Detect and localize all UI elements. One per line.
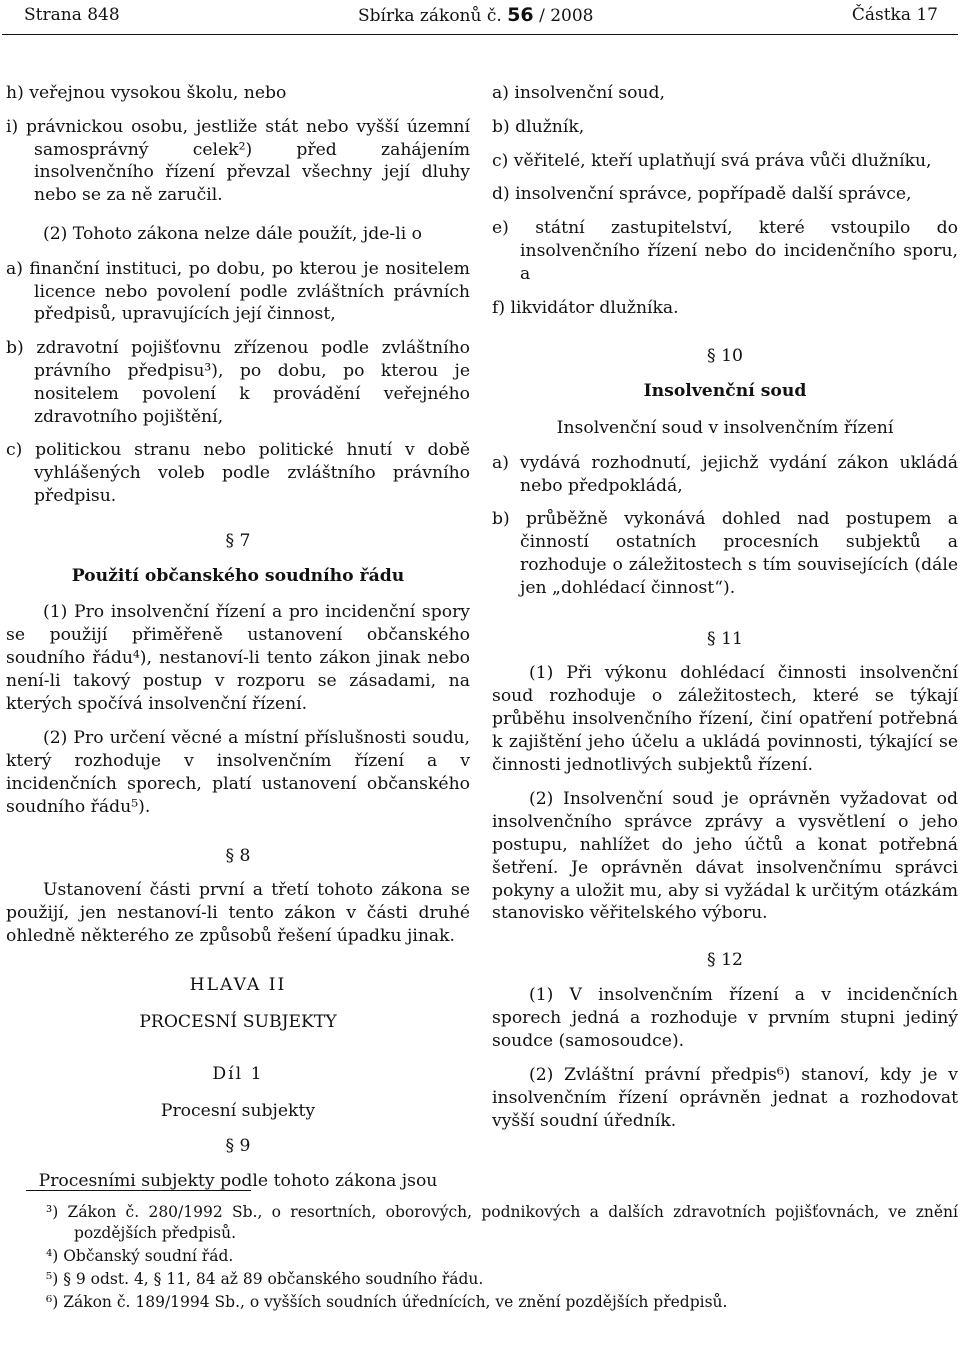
law-number: 56 (507, 4, 534, 26)
footnotes (46, 1202, 958, 1315)
section-number: § 8 (225, 845, 251, 866)
footnote: ⁵) § 9 odst. 4, § 11, 84 až 89 občanského soudního řádu. (46, 1270, 484, 1288)
right-column (492, 82, 958, 1145)
list-item: b) průběžně vykonává dohled nad postupem a činností ostatních procesních subjektů a rozhoduje o záležitostech s tím souvisejících (dále jen „dohlédací činnost“). (492, 509, 958, 598)
list-item: a) vydává rozhodnutí, jejichž vydání zákon ukládá nebo předpokládá, (492, 452, 958, 496)
section-number: § 12 (707, 950, 743, 971)
collection-title (358, 4, 593, 28)
paragraph: (2) Zvláštní právní předpis⁶) stanoví, kdy je v insolvenčním řízení oprávněn jednat a rozhodovat vyšší soudní úředník. (492, 1065, 958, 1131)
paragraph: Ustanovení části první a třetí tohoto zákona se použijí, jen nestanoví-li tento zákon v části druhé ohledně některého ze způsobů řešení úpadku jinak. (6, 880, 470, 946)
section-number: § 11 (707, 628, 743, 649)
section-title: Použití občanského soudního řádu (71, 565, 405, 586)
page-header (0, 4, 960, 30)
list-item: h) veřejnou vysokou školu, nebo (6, 83, 287, 103)
list-item: a) finanční instituci, po dobu, po kterou je nositelem licence nebo povolení podle zvláštních právních předpisů, upravujících její činnost, (6, 258, 470, 325)
list-item: d) insolvenční správce, popřípadě další správce, (492, 184, 912, 205)
collection-series: Sbírka zákonů č. (358, 6, 502, 26)
paragraph: Procesními subjekty podle tohoto zákona jsou (38, 1170, 438, 1191)
list-item: c) věřitelé, kteří uplatňují svá práva vůči dlužníku, (492, 150, 932, 171)
section-title: Insolvenční soud (643, 381, 807, 402)
paragraph: (2) Insolvenční soud je oprávněn vyžadovat od insolvenčního správce zprávy a vysvětlení o jeho postupu, nahlížet do jeho účtů a konat potřebná šetření. Je oprávněn dávat insolvenčnímu správci pokyny a uložit mu, aby si vyžádal k určitým otázkám stanovisko věřitelského výboru. (492, 789, 958, 924)
part-title: Procesní subjekty (160, 1101, 316, 1122)
chapter-title: PROCESNÍ SUBJEKTY (139, 1011, 337, 1032)
section-number: § 7 (225, 530, 251, 551)
part-heading: Díl 1 (212, 1064, 264, 1085)
header-rule (2, 34, 958, 35)
list-item: i) právnickou osobu, jestliže stát nebo vyšší územní samosprávný celek²) před zahájením insolvenčního řízení převzal všechny její dluhy nebo se za ně zaručil. (6, 116, 470, 206)
paragraph: (1) V insolvenčním řízení a v incidenčních sporech jedná a rozhoduje v prvním stupni jediný soudce (samosoudce). (492, 984, 958, 1051)
list-item: c) politickou stranu nebo politické hnutí v době vyhlášených voleb podle zvláštního právního předpisu. (6, 440, 470, 506)
section-number: § 9 (225, 1135, 251, 1156)
issue-part: Částka 17 (851, 5, 938, 25)
law-year: / 2008 (539, 6, 594, 26)
section-number: § 10 (707, 346, 743, 367)
chapter-heading: HLAVA II (189, 974, 287, 995)
paragraph: (1) Pro insolvenční řízení a pro incidenční spory se použijí přiměřeně ustanovení občanského soudního řádu⁴), nestanoví-li tento zákon jinak nebo není-li takový postup v rozporu se zásadami, na kterých spočívá insolvenční řízení. (6, 602, 470, 714)
paragraph: (1) Při výkonu dohlédací činnosti insolvenční soud rozhoduje o záležitostech, které se týkají průběhu insolvenčního řízení, činí opatření potřebná k zajištění jeho účelu a ukládá povinnosti, týkající se činnosti jednotlivých subjektů řízení. (492, 663, 958, 775)
page-number: Strana 848 (24, 5, 120, 25)
left-column (6, 82, 470, 1192)
footnote: ³) Zákon č. 280/1992 Sb., o resortních, oborových, podnikových a dalších zdravotních pojišťovnách, ve znění pozdějších předpisů. (46, 1203, 958, 1242)
paragraph: (2) Pro určení věcné a místní příslušnosti soudu, který rozhoduje v insolvenčním řízení a v incidenčních sporech, platí ustanovení občanského soudního řádu⁵). (6, 728, 470, 817)
paragraph: Insolvenční soud v insolvenčním řízení (556, 417, 894, 438)
list-item: e) státní zastupitelství, které vstoupilo do insolvenčního řízení nebo do incidenčního sporu, a (492, 218, 958, 284)
list-item: b) dlužník, (492, 116, 585, 137)
footnote: ⁴) Občanský soudní řád. (46, 1247, 234, 1265)
list-item: f) likvidátor dlužníka. (492, 297, 679, 318)
list-item: b) zdravotní pojišťovnu zřízenou podle zvláštního právního předpisu³), po dobu, po kterou je nositelem povolení k provádění veřejného zdravotního pojištění, (6, 338, 470, 427)
list-item: a) insolvenční soud, (492, 83, 665, 103)
footnote-rule (26, 1190, 251, 1191)
footnote: ⁶) Zákon č. 189/1994 Sb., o vyšších soudních úřednících, ve znění pozdějších předpisů. (46, 1293, 728, 1311)
paragraph: (2) Tohoto zákona nelze dále použít, jde-li o (43, 223, 422, 244)
